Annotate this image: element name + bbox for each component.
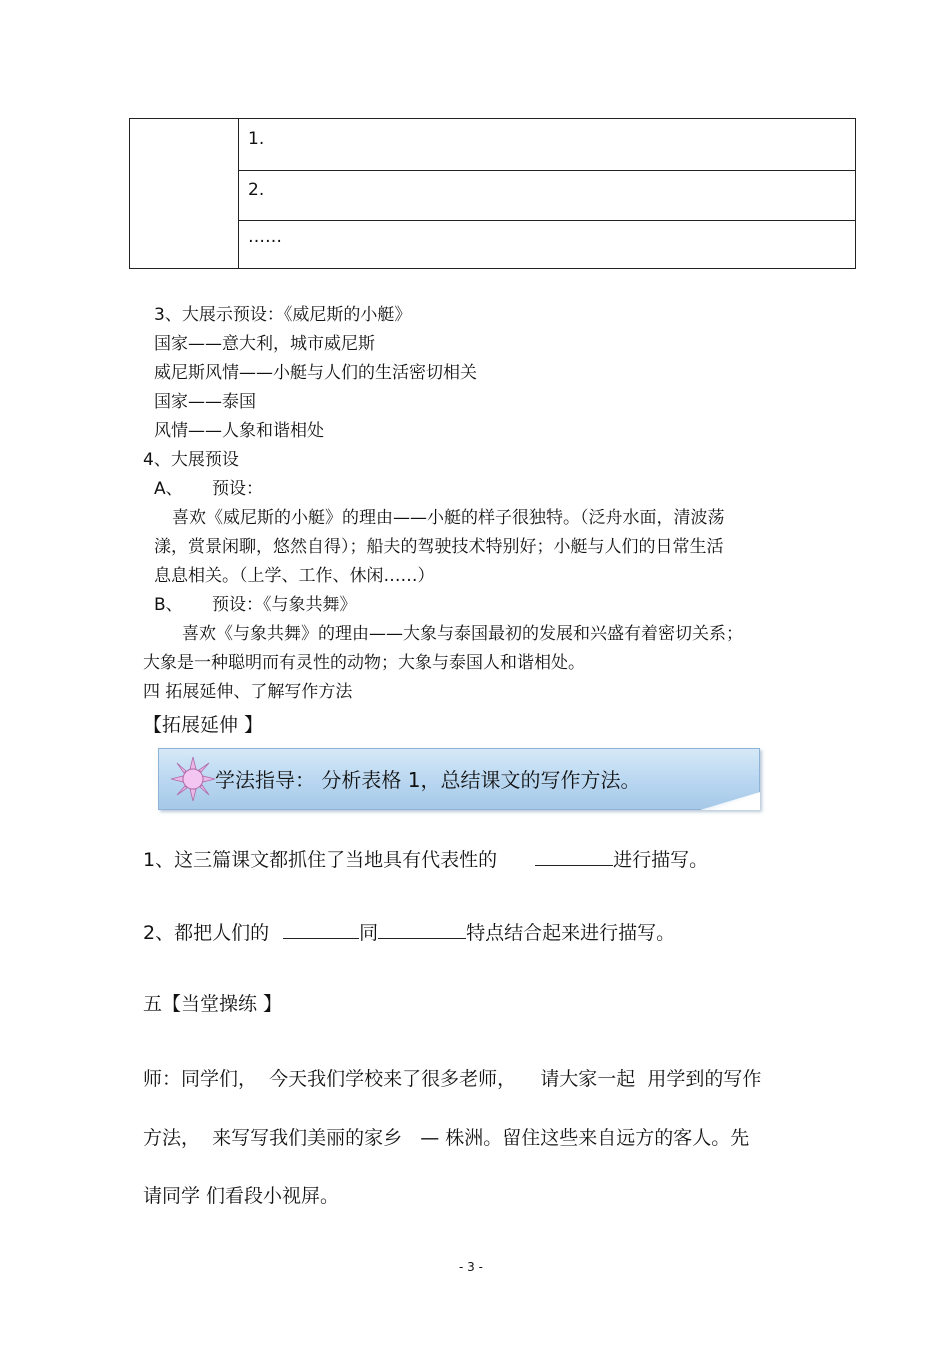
question-2-mid: 同 (359, 922, 379, 944)
exercise-line: 方法， 来写写我们美丽的家乡 — 株洲。留住这些来自远方的客人。先 (143, 1127, 750, 1149)
preset-a-para: 息息相关。（上学、工作、休闲……） (154, 566, 435, 586)
table-divider (238, 220, 855, 221)
table-cell-3: …… (248, 227, 282, 247)
answer-blank[interactable] (535, 845, 613, 866)
section3-heading: 3、大展示预设：《威尼斯的小艇》 (154, 305, 412, 325)
preset-b-title: 预设：《与象共舞》 (212, 595, 357, 615)
table-cell-2: 2. (248, 180, 265, 200)
page-curl (700, 792, 760, 810)
section3-line: 威尼斯风情——小艇与人们的生活密切相关 (154, 363, 477, 383)
section-four-heading: 四 拓展延伸、了解写作方法 (143, 682, 353, 702)
section4-heading: 4、大展预设 (143, 450, 239, 470)
section3-line: 风情——人象和谐相处 (154, 421, 324, 441)
preset-b-para: 喜欢《与象共舞》的理由——大象与泰国最初的发展和兴盛有着密切关系； (182, 624, 743, 644)
table-divider (238, 170, 855, 171)
answer-blank[interactable] (283, 918, 359, 939)
question-1-end: 进行描写。 (613, 849, 709, 871)
preset-a-para: 漾，赏景闲聊，悠然自得）；船夫的驾驶技术特别好；小艇与人们的日常生活 (154, 537, 724, 557)
question-1-text: 1、这三篇课文都抓住了当地具有代表性的 (143, 849, 498, 871)
page-number: - 3 - (459, 1260, 483, 1274)
exercise-line: 师：同学们， 今天我们学校来了很多老师， 请大家一起 用学到的写作 (143, 1068, 762, 1090)
question-2-text: 2、都把人们的 (143, 922, 270, 944)
section-five-heading: 五【当堂操练 】 (143, 993, 283, 1015)
preset-b-para: 大象是一种聪明而有灵性的动物；大象与泰国人和谐相处。 (143, 653, 585, 673)
preset-a-label: A、 (154, 479, 183, 499)
table-divider-vertical (238, 119, 239, 268)
question-2-end: 特点结合起来进行描写。 (466, 922, 676, 944)
preset-a-title: 预设： (212, 479, 263, 499)
preset-a-para: 喜欢《威尼斯的小艇》的理由——小艇的样子很独特。（泛舟水面，清波荡 (172, 508, 725, 528)
exercise-line: 请同学 们看段小视屏。 (143, 1185, 340, 1207)
question-2 (143, 918, 675, 946)
table-cell-1: 1. (248, 129, 265, 149)
study-guide-text: 学法指导： 分析表格 1，总结课文的写作方法。 (215, 768, 641, 792)
study-guide-banner (158, 748, 760, 810)
sun-icon (170, 756, 216, 802)
outline-table (129, 118, 856, 269)
answer-blank[interactable] (378, 918, 466, 939)
section3-line: 国家——泰国 (154, 392, 256, 412)
extension-bracket: 【拓展延伸 】 (143, 714, 264, 736)
section3-line: 国家——意大利，城市威尼斯 (154, 334, 375, 354)
question-1 (143, 845, 708, 873)
preset-b-label: B、 (154, 595, 183, 615)
